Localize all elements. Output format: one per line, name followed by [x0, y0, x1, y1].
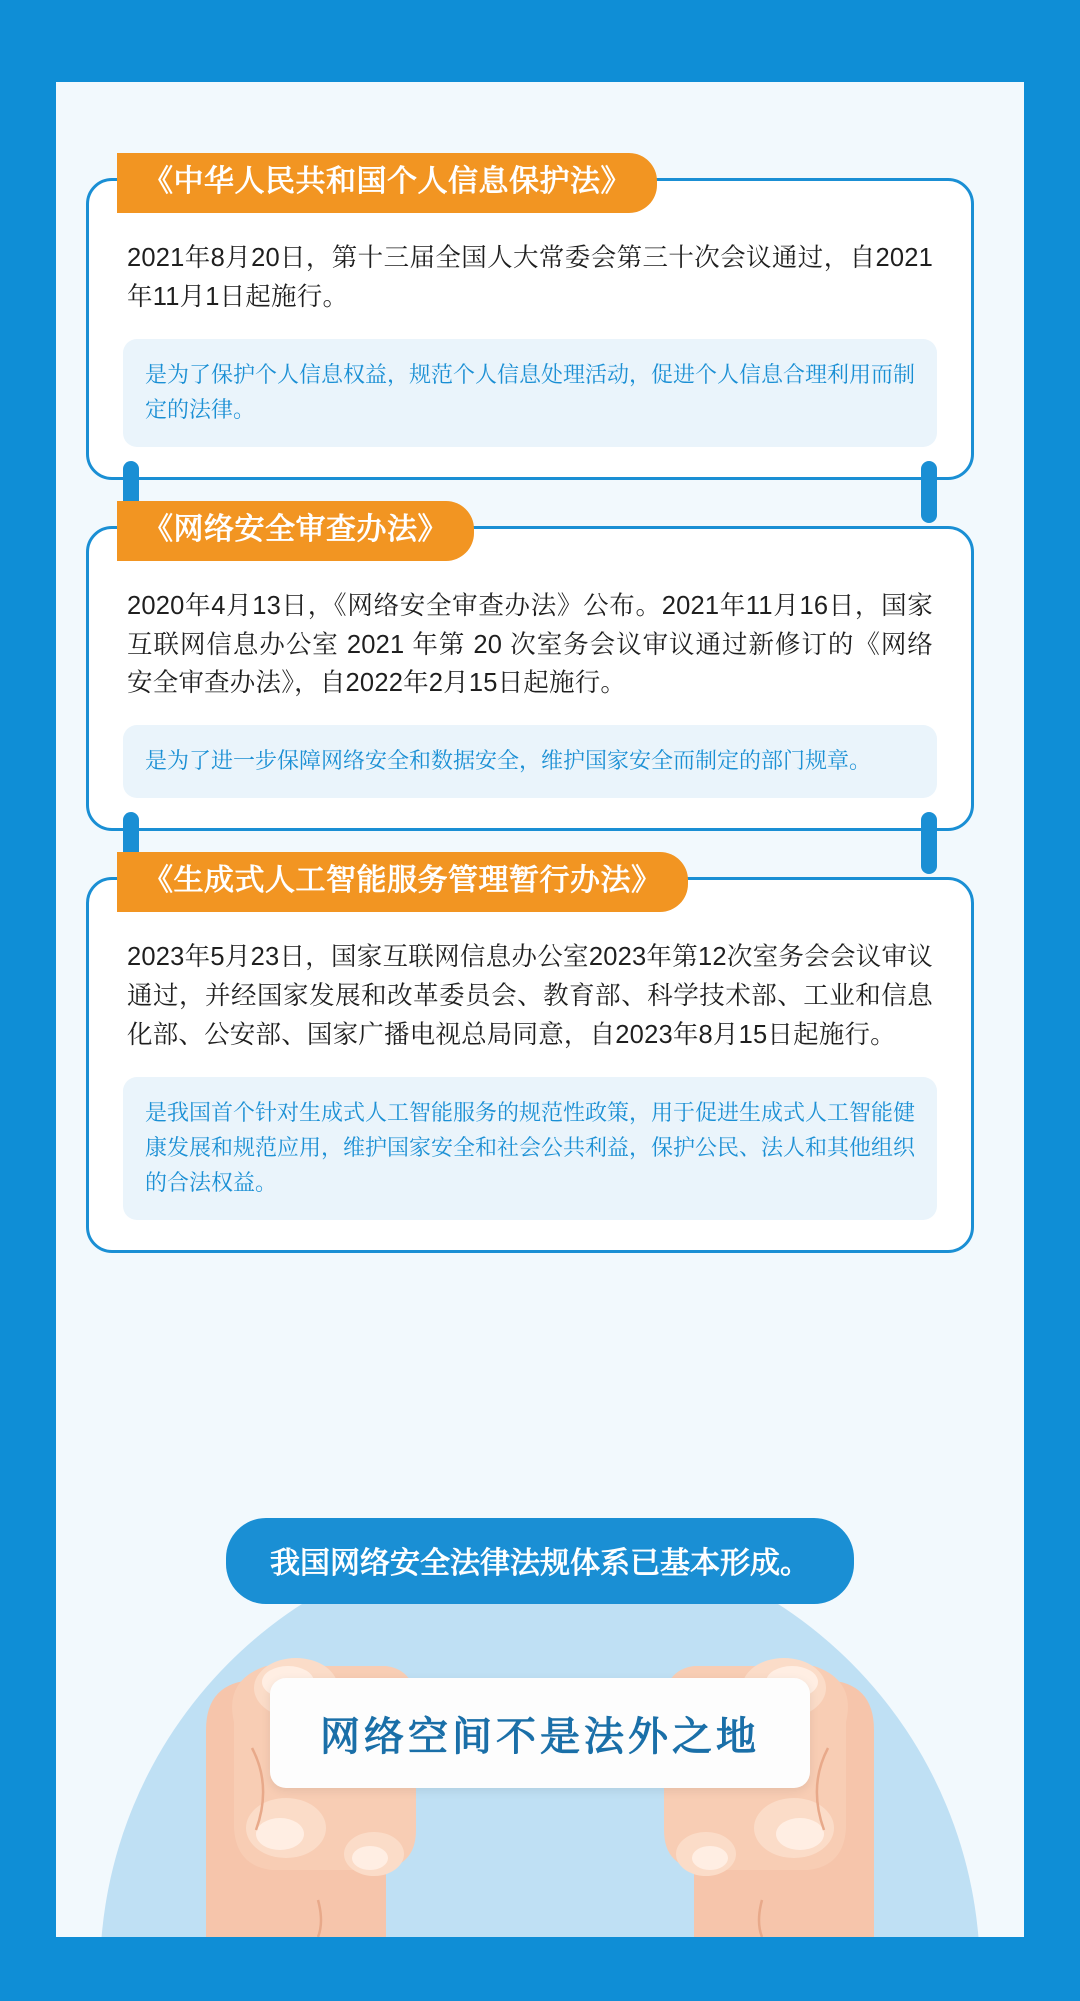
law-card-1-note: 是为了保护个人信息权益，规范个人信息处理活动，促进个人信息合理利用而制定的法律。	[123, 339, 937, 447]
law-card-2	[86, 512, 974, 831]
law-card-3-note: 是我国首个针对生成式人工智能服务的规范性政策，用于促进生成式人工智能健康发展和规范应用，维护国家安全和社会公共利益，保护公民、法人和其他组织的合法权益。	[123, 1077, 937, 1221]
law-card-2-note: 是为了进一步保障网络安全和数据安全，维护国家安全而制定的部门规章。	[123, 725, 937, 798]
law-card-3	[86, 864, 974, 1253]
law-card-1-title-wrap	[117, 153, 657, 213]
connector-right-1	[921, 461, 937, 523]
sign-board	[270, 1678, 810, 1788]
law-card-3-title-wrap	[117, 852, 688, 912]
sign-text: 网络空间不是法外之地	[320, 1714, 760, 1759]
law-card-2-title-wrap	[117, 501, 474, 561]
law-card-1-title: 《中华人民共和国个人信息保护法》	[117, 153, 657, 213]
summary-banner: 我国网络安全法律法规体系已基本形成。	[226, 1518, 854, 1604]
law-card-1	[86, 165, 974, 480]
law-card-3-body: 2023年5月23日，国家互联网信息办公室2023年第12次室务会会议审议通过，并经国家发展和改革委员会、教育部、科学技术部、工业和信息化部、公安部、国家广播电视总局同意，自2023年8月15日起施行。	[127, 943, 933, 1049]
law-card-3-title: 《生成式人工智能服务管理暂行办法》	[117, 852, 688, 912]
connector-right-2	[921, 812, 937, 874]
bottom-illustration	[56, 1430, 1024, 1937]
law-card-1-body: 2021年8月20日，第十三届全国人大常委会第三十次会议通过，自2021年11月1日起施行。	[127, 244, 933, 311]
cards-container	[86, 165, 974, 1253]
law-card-2-body: 2020年4月13日，《网络安全审查办法》公布。2021年11月16日，国家互联网信息办公室 2021 年第 20 次室务会议审议通过新修订的《网络安全审查办法》，自2022年2月15日起施行。	[127, 591, 933, 698]
law-card-2-title: 《网络安全审查办法》	[117, 501, 474, 561]
